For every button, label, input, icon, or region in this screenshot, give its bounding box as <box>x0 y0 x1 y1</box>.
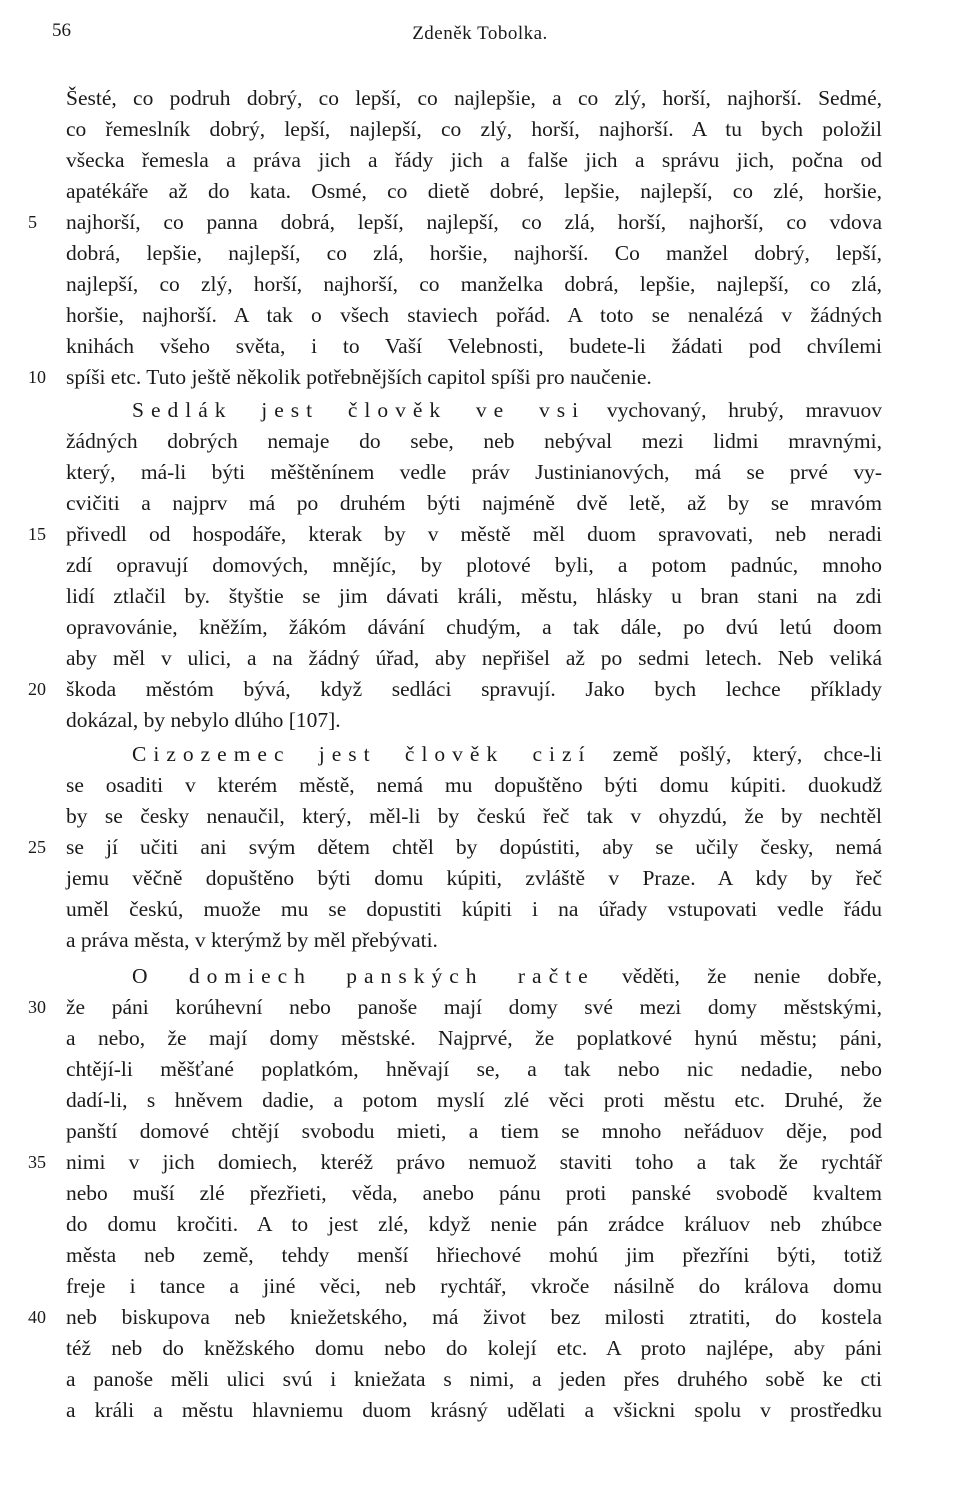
text-line: též neb do kněžského domu nebo do kolejí etc. A proto najlépe, aby páni <box>66 1336 882 1360</box>
text-line: nebo muší zlé přezřieti, věda, anebo pánu proti panské svobodě kvaltem <box>66 1181 882 1205</box>
text-line: knihách všeho světa, i to Vaší Velebnosti, budete-li žádati pod chvílemi <box>66 334 882 358</box>
line-number: 25 <box>28 837 46 857</box>
page-number: 56 <box>52 20 71 41</box>
text-line: který, má-li býti měštěnínem vedle práv Justinianových, má se prvé vy- <box>66 460 882 484</box>
text-line: aby měl v ulici, a na žádný úřad, aby nepřišel až po sedmi letech. Neb veliká <box>66 646 882 670</box>
text-line: jemu věčně dopuštěno býti domu kúpiti, zvláště v Praze. A kdy by řeč <box>66 866 882 890</box>
text-line: lidí ztlačil by. štyštie se jim dávati králi, městu, hlásky u bran stani na zdi <box>66 584 882 608</box>
line-number: 30 <box>28 997 46 1017</box>
paragraph-cizozemec-first-line: Cizozemec jest člověk cizí země pošlý, který, chce-li <box>132 742 882 766</box>
text-line: by se česky nenaučil, který, měl-li by českú řeč tak v ohyzdú, že by nechtěl <box>66 804 882 828</box>
text-line: se jí učiti ani svým dětem chtěl by dopústiti, aby se učily česky, nemá <box>66 835 882 859</box>
line-number: 40 <box>28 1307 46 1327</box>
text-line: a nebo, že mají domy městské. Najprvé, že poplatkové hynú městu; páni, <box>66 1026 882 1050</box>
text-line: apatékáře až do kata. Osmé, co dietě dobré, lepšie, najlepší, co zlé, horšie, <box>66 179 882 203</box>
text-line: freje i tance a jiné věci, neb rychtář, vkroče násilně do králova domu <box>66 1274 882 1298</box>
text-line: škoda městóm bývá, když sedláci spravují. Jako bych lechce příklady <box>66 677 882 701</box>
text-line: najhorší, co panna dobrá, lepší, najlepší, co zlá, horší, najhorší, co vdova <box>66 210 882 234</box>
text-line: dobrá, lepšie, najlepší, co zlá, horšie, najhorší. Co manžel dobrý, lepší, <box>66 241 882 265</box>
line-number: 35 <box>28 1152 46 1172</box>
line-number: 10 <box>28 367 46 387</box>
text-line: že páni korúhevní nebo panoše mají domy své mezi domy městskými, <box>66 995 882 1019</box>
text-line: nimi v jich domiech, kteréž právo nemuož staviti toho a tak že rychtář <box>66 1150 882 1174</box>
text-line: dokázal, by nebylo dlúho [107]. <box>66 708 341 732</box>
text-line: přivedl od hospodáře, kterak by v městě měl duom spravovati, neb neradi <box>66 522 882 546</box>
paragraph-sedlak-first-line: Sedlák jest člověk ve vsi vychovaný, hrubý, mravuov <box>132 398 882 422</box>
text-line: opravovánie, kněžím, žákóm dávání chudým, a tak dále, po dvú letú doom <box>66 615 882 639</box>
text-line: chtějí-li měšťané poplatkóm, hněvají se, a tak nebo nic nedadie, nebo <box>66 1057 882 1081</box>
running-title: Zdeněk Tobolka. <box>412 23 548 44</box>
text-line: a práva města, v kterýmž by měl přebývati. <box>66 928 438 952</box>
text-line: co řemeslník dobrý, lepší, najlepší, co zlý, horší, najhorší. A tu bych položil <box>66 117 882 141</box>
text-line: a panoše měli ulici svú i kniežata s nimi, a jeden přes druhého sobě ke cti <box>66 1367 882 1391</box>
text-line: do domu kročiti. A to jest zlé, když nenie pán zrádce králuov neb zhúbce <box>66 1212 882 1236</box>
text-line: a králi a městu hlavniemu duom krásný udělati a všickni spolu v prostředku <box>66 1398 882 1422</box>
text-line: cvičiti a najprv má po druhém býti najméně dvě letě, až by se mravóm <box>66 491 882 515</box>
text-line: panští domové chtějí svobodu mieti, a tiem se mnoho neřáduov děje, pod <box>66 1119 882 1143</box>
text-line: Šesté, co podruh dobrý, co lepší, co najlepšie, a co zlý, horší, najhorší. Sedmé, <box>66 86 882 110</box>
text-line: spíši etc. Tuto ještě několik potřebnějších capitol spíši pro naučenie. <box>66 365 652 389</box>
line-number: 15 <box>28 524 46 544</box>
text-line: se osaditi v kterém městě, nemá mu dopuštěno býti domu kúpiti. duokudž <box>66 773 882 797</box>
text-line: najlepší, co zlý, horší, najhorší, co manželka dobrá, lepšie, najlepší, co zlá, <box>66 272 882 296</box>
text-line: uměl českú, muože mu se dopustiti kúpiti i na úřady vstupovati vedle řádu <box>66 897 882 921</box>
line-number: 5 <box>28 212 37 232</box>
text-line: dadí-li, s hněvem dadie, a potom myslí zlé věci proti městu etc. Druhé, že <box>66 1088 882 1112</box>
line-number: 20 <box>28 679 46 699</box>
text-line: horšie, najhorší. A tak o všech staviech pořád. A toto se nenalézá v žádných <box>66 303 882 327</box>
paragraph-domiech-first-line: O domiech panských račte věděti, že nenie dobře, <box>132 964 882 988</box>
text-line: neb biskupova neb kniežetského, má život bez milosti ztratiti, do kostela <box>66 1305 882 1329</box>
text-line: města neb země, tehdy menší hřiechové mohú jim přezříni býti, totiž <box>66 1243 882 1267</box>
text-line: žádných dobrých nemaje do sebe, neb nebýval mezi lidmi mravnými, <box>66 429 882 453</box>
text-line: všecka řemesla a práva jich a řády jich a falše jich a správu jich, počna od <box>66 148 882 172</box>
text-line: zdí opravují domových, mnějíc, by plotové byli, a potom padnúc, mnoho <box>66 553 882 577</box>
